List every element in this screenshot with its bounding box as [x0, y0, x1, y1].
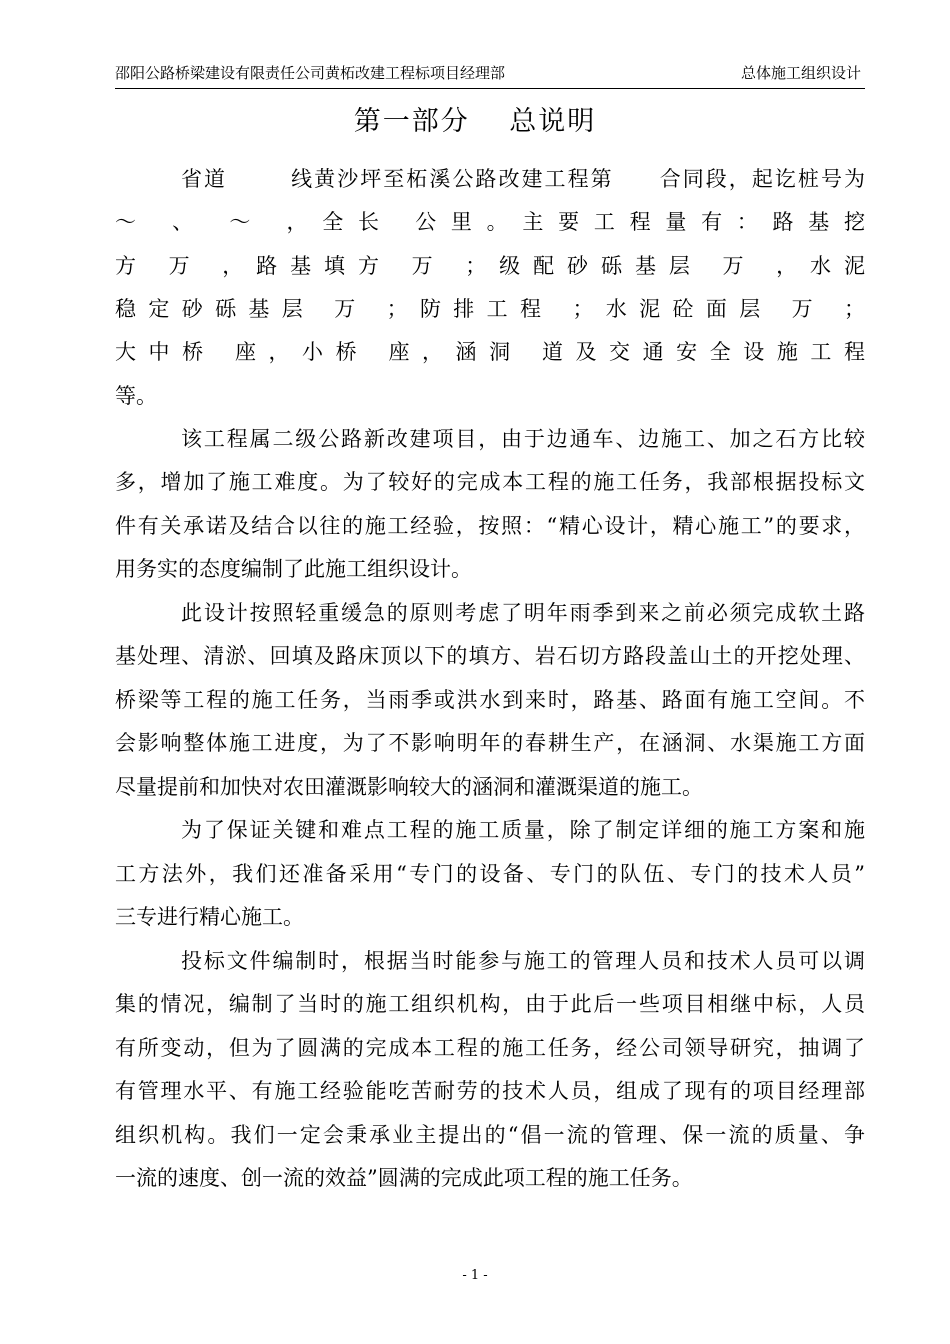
text-segment: 座，小桥 — [234, 340, 370, 364]
page-header — [115, 62, 865, 89]
paragraph-5-line-3: 有所变动，但为了圆满的完成本工程的施工任务，经公司领导研究，抽调了 — [115, 1036, 865, 1060]
text-segment: ；防排工程 — [386, 297, 554, 321]
text-segment: ，水泥 — [776, 254, 865, 278]
paragraph-3-line-1: 此设计按照轻重缓急的原则考虑了明年雨季到来之前必须完成软土路 — [181, 601, 865, 625]
header-company-project: 邵阳公路桥梁建设有限责任公司黄柘改建工程标项目经理部 — [115, 64, 506, 82]
text-segment: 万 — [791, 297, 825, 321]
paragraph-1-line-5 — [115, 337, 865, 367]
text-segment: 道及交通安全设施工程 — [541, 340, 865, 364]
text-segment: 省道 — [181, 167, 228, 191]
paragraph-3-line-3: 桥梁等工程的施工任务，当雨季或洪水到来时，路基、路面有施工空间。不 — [115, 688, 865, 712]
paragraph-3-line-4: 会影响整体施工进度，为了不影响明年的春耕生产，在涵洞、水渠施工方面 — [115, 731, 865, 755]
paragraph-2-line-1: 该工程属二级公路新改建项目，由于边通车、边施工、加之石方比较 — [181, 427, 865, 451]
paragraph-5-line-2: 集的情况，编制了当时的施工组织机构，由于此后一些项目相继中标，人员 — [115, 992, 865, 1016]
text-segment: 公里。主要工程量有：路基挖 — [415, 210, 866, 234]
text-segment: ；水泥砼面层 — [572, 297, 773, 321]
paragraph-1-line-2 — [115, 207, 865, 237]
paragraph-4-line-2: 工方法外，我们还准备采用“专门的设备、专门的队伍、专门的技术人员” — [115, 862, 865, 886]
paragraph-5-line-4: 有管理水平、有施工经验能吃苦耐劳的技术人员，组成了现有的项目经理部 — [115, 1079, 865, 1103]
paragraph-5-line-5: 组织机构。我们一定会秉承业主提出的“倡一流的管理、保一流的质量、争 — [115, 1123, 865, 1147]
paragraph-4-line-1: 为了保证关键和难点工程的施工质量，除了制定详细的施工方案和施 — [181, 818, 865, 842]
paragraph-2-line-3: 件有关承诺及结合以往的施工经验，按照：“精心设计，精心施工”的要求， — [115, 514, 865, 538]
paragraph-5-line-6: 一流的速度、创一流的效益”圆满的完成此项工程的施工任务。 — [115, 1166, 693, 1190]
text-segment: ，全长 — [286, 210, 394, 234]
text-segment: 万 — [168, 254, 203, 278]
text-segment: ； — [844, 297, 866, 321]
text-segment: 座，涵洞 — [388, 340, 523, 364]
header-document-title: 总体施工组织设计 — [740, 64, 861, 82]
text-segment: 线黄沙坪至柘溪公路改建工程第 — [289, 167, 614, 191]
text-segment: 大中桥 — [115, 340, 216, 364]
text-segment: ～ — [229, 210, 266, 234]
paragraph-4-line-3: 三专进行精心施工。 — [115, 905, 304, 929]
text-segment: 、 — [172, 210, 208, 234]
paragraph-3-line-2: 基处理、清淤、回填及路床顶以下的填方、岩石切方路段盖山土的开挖处理、 — [115, 644, 865, 668]
text-segment: ～ — [115, 210, 151, 234]
text-segment: 方 — [115, 254, 149, 278]
text-segment: 万 — [722, 254, 757, 278]
section-title: 第一部分 总说明 — [353, 106, 597, 137]
text-segment: 万 — [334, 297, 368, 321]
text-segment: 稳定砂砾基层 — [115, 297, 316, 321]
paragraph-2-line-4: 用务实的态度编制了此施工组织设计。 — [115, 557, 472, 581]
paragraph-1-line-4 — [115, 294, 865, 324]
text-segment: ，路基填方 — [222, 254, 392, 278]
paragraph-1-line-1 — [181, 164, 865, 194]
paragraph-2-line-2: 多，增加了施工难度。为了较好的完成本工程的施工任务，我部根据投标文 — [115, 470, 865, 494]
page-number: - 1 - — [462, 1268, 488, 1283]
text-segment: 万 — [411, 254, 446, 278]
paragraph-3-line-5: 尽量提前和加快对农田灌溉影响较大的涵洞和灌溉渠道的施工。 — [115, 775, 703, 799]
paragraph-5-line-1: 投标文件编制时，根据当时能参与施工的管理人员和技术人员可以调 — [181, 949, 865, 973]
paragraph-1-line-6: 等。 — [115, 384, 157, 408]
text-segment: ；级配砂砾基层 — [465, 254, 703, 278]
paragraph-1-line-3 — [115, 251, 865, 281]
text-segment: 合同段，起讫桩号为 — [657, 167, 866, 191]
